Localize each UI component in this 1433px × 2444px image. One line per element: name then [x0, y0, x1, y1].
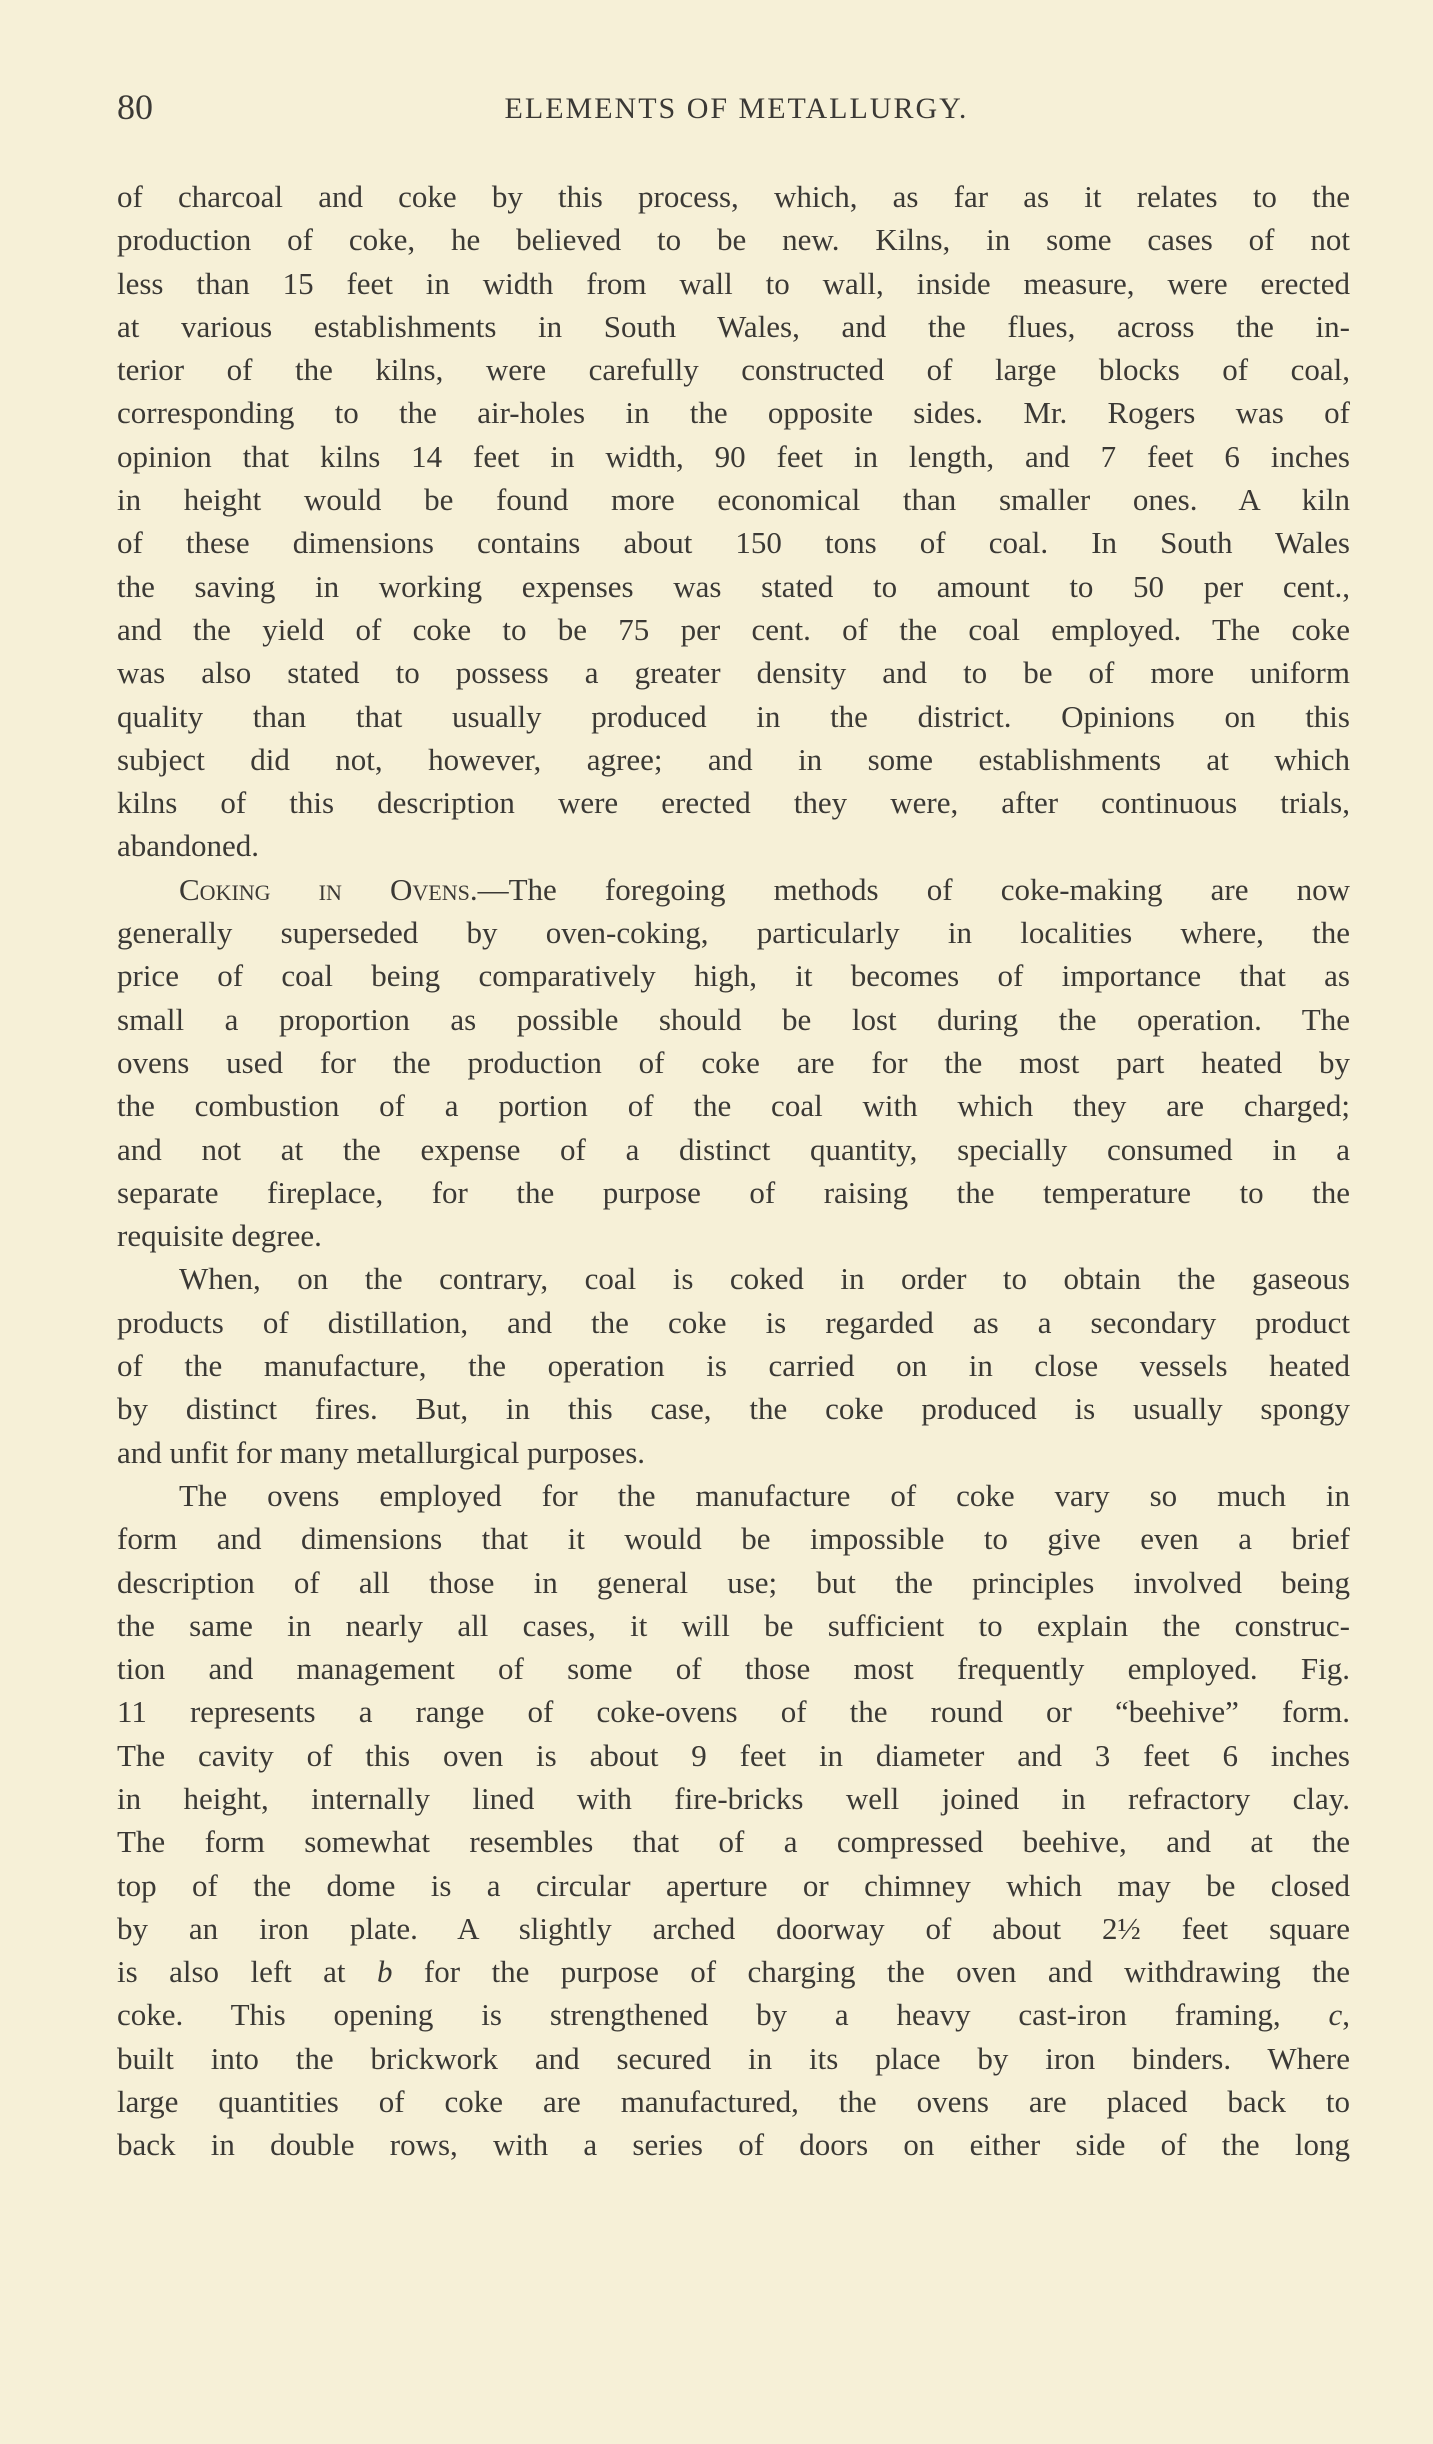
text-span: less than 15 feet in width from wall to wall, inside measure, were erected — [117, 265, 1350, 301]
figure-reference-letter: b — [376, 1954, 393, 1990]
section-heading: Coking in Ovens. — [179, 871, 478, 907]
text-span: in height would be found more economical than smaller ones. A kiln — [117, 482, 1350, 518]
figure-reference-letter: c — [1328, 1997, 1343, 2033]
text-span: production of coke, he believed to be new. Kilns, in some cases of not — [117, 222, 1350, 258]
text-span: for the purpose of charging the oven and withdrawing the — [392, 1954, 1350, 1990]
text-line — [117, 565, 1350, 608]
paragraph — [117, 1257, 1350, 1473]
text-line — [117, 954, 1350, 997]
text-span: generally superseded by oven-coking, particularly in localities where, the — [117, 915, 1350, 951]
text-line — [117, 1690, 1350, 1733]
text-line — [117, 1041, 1350, 1084]
text-line — [117, 391, 1350, 434]
text-line — [117, 1647, 1350, 1690]
text-span: corresponding to the air-holes in the opposite sides. Mr. Rogers was of — [117, 395, 1350, 431]
text-line — [117, 695, 1350, 738]
text-span: 11 represents a range of coke-ovens of the round or “beehive” form. — [117, 1694, 1350, 1730]
text-span: the saving in working expenses was stated to amount to 50 per cent., — [117, 568, 1350, 604]
text-line — [117, 305, 1350, 348]
text-line — [117, 2080, 1350, 2123]
text-span: in height, internally lined with fire-bricks well joined in refractory clay. — [117, 1780, 1350, 1816]
text-span: was also stated to possess a greater density and to be of more uniform — [117, 655, 1350, 691]
text-line — [117, 1387, 1350, 1430]
text-span: small a proportion as possible should be lost during the operation. The — [117, 1001, 1350, 1037]
text-span: description of all those in general use; but the principles involved being — [117, 1564, 1350, 1600]
paragraph — [117, 175, 1350, 868]
text-span: of charcoal and coke by this process, which, as far as it relates to the — [117, 179, 1350, 214]
text-line — [117, 1084, 1350, 1127]
text-line — [117, 1950, 1350, 1993]
text-line — [117, 1734, 1350, 1777]
text-line — [117, 1604, 1350, 1647]
text-span: quality than that usually produced in the district. Opinions on this — [117, 698, 1350, 734]
text-line — [117, 521, 1350, 564]
text-line — [117, 435, 1350, 478]
text-span: kilns of this description were erected they were, after continuous trials, — [117, 785, 1350, 821]
text-span: products of distillation, and the coke is regarded as a secondary product — [117, 1304, 1350, 1340]
text-span: built into the brickwork and secured in its place by iron binders. Where — [117, 2040, 1350, 2076]
text-span: and the yield of coke to be 75 per cent. of the coal employed. The coke — [117, 611, 1350, 647]
text-span: by distinct fires. But, in this case, the coke produced is usually spongy — [117, 1391, 1350, 1427]
text-line — [117, 1344, 1350, 1387]
text-span: tion and management of some of those most frequently employed. Fig. — [117, 1651, 1350, 1687]
text-span: The ovens employed for the manufacture of coke vary so much in — [179, 1477, 1350, 1513]
page-number: 80 — [117, 87, 153, 127]
text-line — [117, 348, 1350, 391]
text-line — [117, 1128, 1350, 1171]
text-span: at various establishments in South Wales, and the flues, across the in- — [117, 308, 1350, 344]
text-line — [117, 998, 1350, 1041]
text-span: terior of the kilns, were carefully constructed of large blocks of coal, — [117, 352, 1350, 388]
text-span: of the manufacture, the operation is carried on in close vessels heated — [117, 1348, 1350, 1384]
running-title: ELEMENTS OF METALLURGY. — [504, 92, 969, 125]
text-span: separate fireplace, for the purpose of raising the temperature to the — [117, 1174, 1350, 1210]
text-line — [117, 2123, 1350, 2166]
text-line — [117, 478, 1350, 521]
text-span: of these dimensions contains about 150 tons of coal. In South Wales — [117, 525, 1350, 561]
text-line — [117, 824, 1350, 867]
text-line — [117, 1777, 1350, 1820]
text-span: opinion that kilns 14 feet in width, 90 feet in length, and 7 feet 6 inches — [117, 438, 1350, 474]
text-span: is also left at — [117, 1954, 377, 1990]
text-line — [117, 738, 1350, 781]
text-span: requisite degree. — [117, 1218, 322, 1254]
text-span: and unfit for many metallurgical purposes. — [117, 1434, 646, 1470]
text-line — [117, 608, 1350, 651]
text-line — [117, 911, 1350, 954]
text-line — [117, 868, 1350, 911]
text-span: top of the dome is a circular aperture or chimney which may be closed — [117, 1867, 1350, 1903]
text-line — [117, 1214, 1350, 1257]
text-line — [117, 1257, 1350, 1300]
text-line — [117, 1431, 1350, 1474]
text-line — [117, 781, 1350, 824]
text-span: price of coal being comparatively high, it becomes of importance that as — [117, 958, 1350, 994]
text-span: the same in nearly all cases, it will be sufficient to explain the construc- — [117, 1607, 1350, 1643]
text-line — [117, 1517, 1350, 1560]
text-span: large quantities of coke are manufactured, the ovens are placed back to — [117, 2084, 1350, 2120]
text-span: —The foregoing methods of coke-making are now — [477, 871, 1350, 907]
text-span: by an iron plate. A slightly arched doorway of about 2½ feet square — [117, 1910, 1350, 1946]
text-line — [117, 175, 1350, 218]
text-span: ovens used for the production of coke are for the most part heated by — [117, 1044, 1350, 1080]
text-line — [117, 218, 1350, 261]
body-text — [117, 175, 1350, 2167]
text-line — [117, 1820, 1350, 1863]
text-span: the combustion of a portion of the coal with which they are charged; — [117, 1088, 1350, 1124]
text-line — [117, 1301, 1350, 1344]
text-span: and not at the expense of a distinct quantity, specially consumed in a — [117, 1131, 1350, 1167]
text-span: form and dimensions that it would be impossible to give even a brief — [117, 1521, 1350, 1557]
text-line — [117, 1907, 1350, 1950]
text-line — [117, 1171, 1350, 1214]
text-span: coke. This opening is strengthened by a heavy cast-iron framing, — [117, 1997, 1329, 2033]
paragraph — [117, 868, 1350, 1258]
text-line — [117, 1561, 1350, 1604]
text-line — [117, 2037, 1350, 2080]
text-span: abandoned. — [117, 828, 260, 864]
text-line — [117, 1993, 1350, 2036]
paragraph — [117, 1474, 1350, 2167]
text-span: The cavity of this oven is about 9 feet in diameter and 3 feet 6 inches — [117, 1737, 1350, 1773]
text-span: subject did not, however, agree; and in some establishments at which — [117, 741, 1350, 777]
text-line — [117, 1864, 1350, 1907]
text-span: , — [1342, 1997, 1350, 2033]
text-line — [117, 262, 1350, 305]
text-span: When, on the contrary, coal is coked in order to obtain the gaseous — [179, 1261, 1350, 1297]
text-span: back in double rows, with a series of doors on either side of the long — [117, 2127, 1350, 2163]
text-line — [117, 1474, 1350, 1517]
text-line — [117, 651, 1350, 694]
text-span: The form somewhat resembles that of a compressed beehive, and at the — [117, 1824, 1350, 1860]
